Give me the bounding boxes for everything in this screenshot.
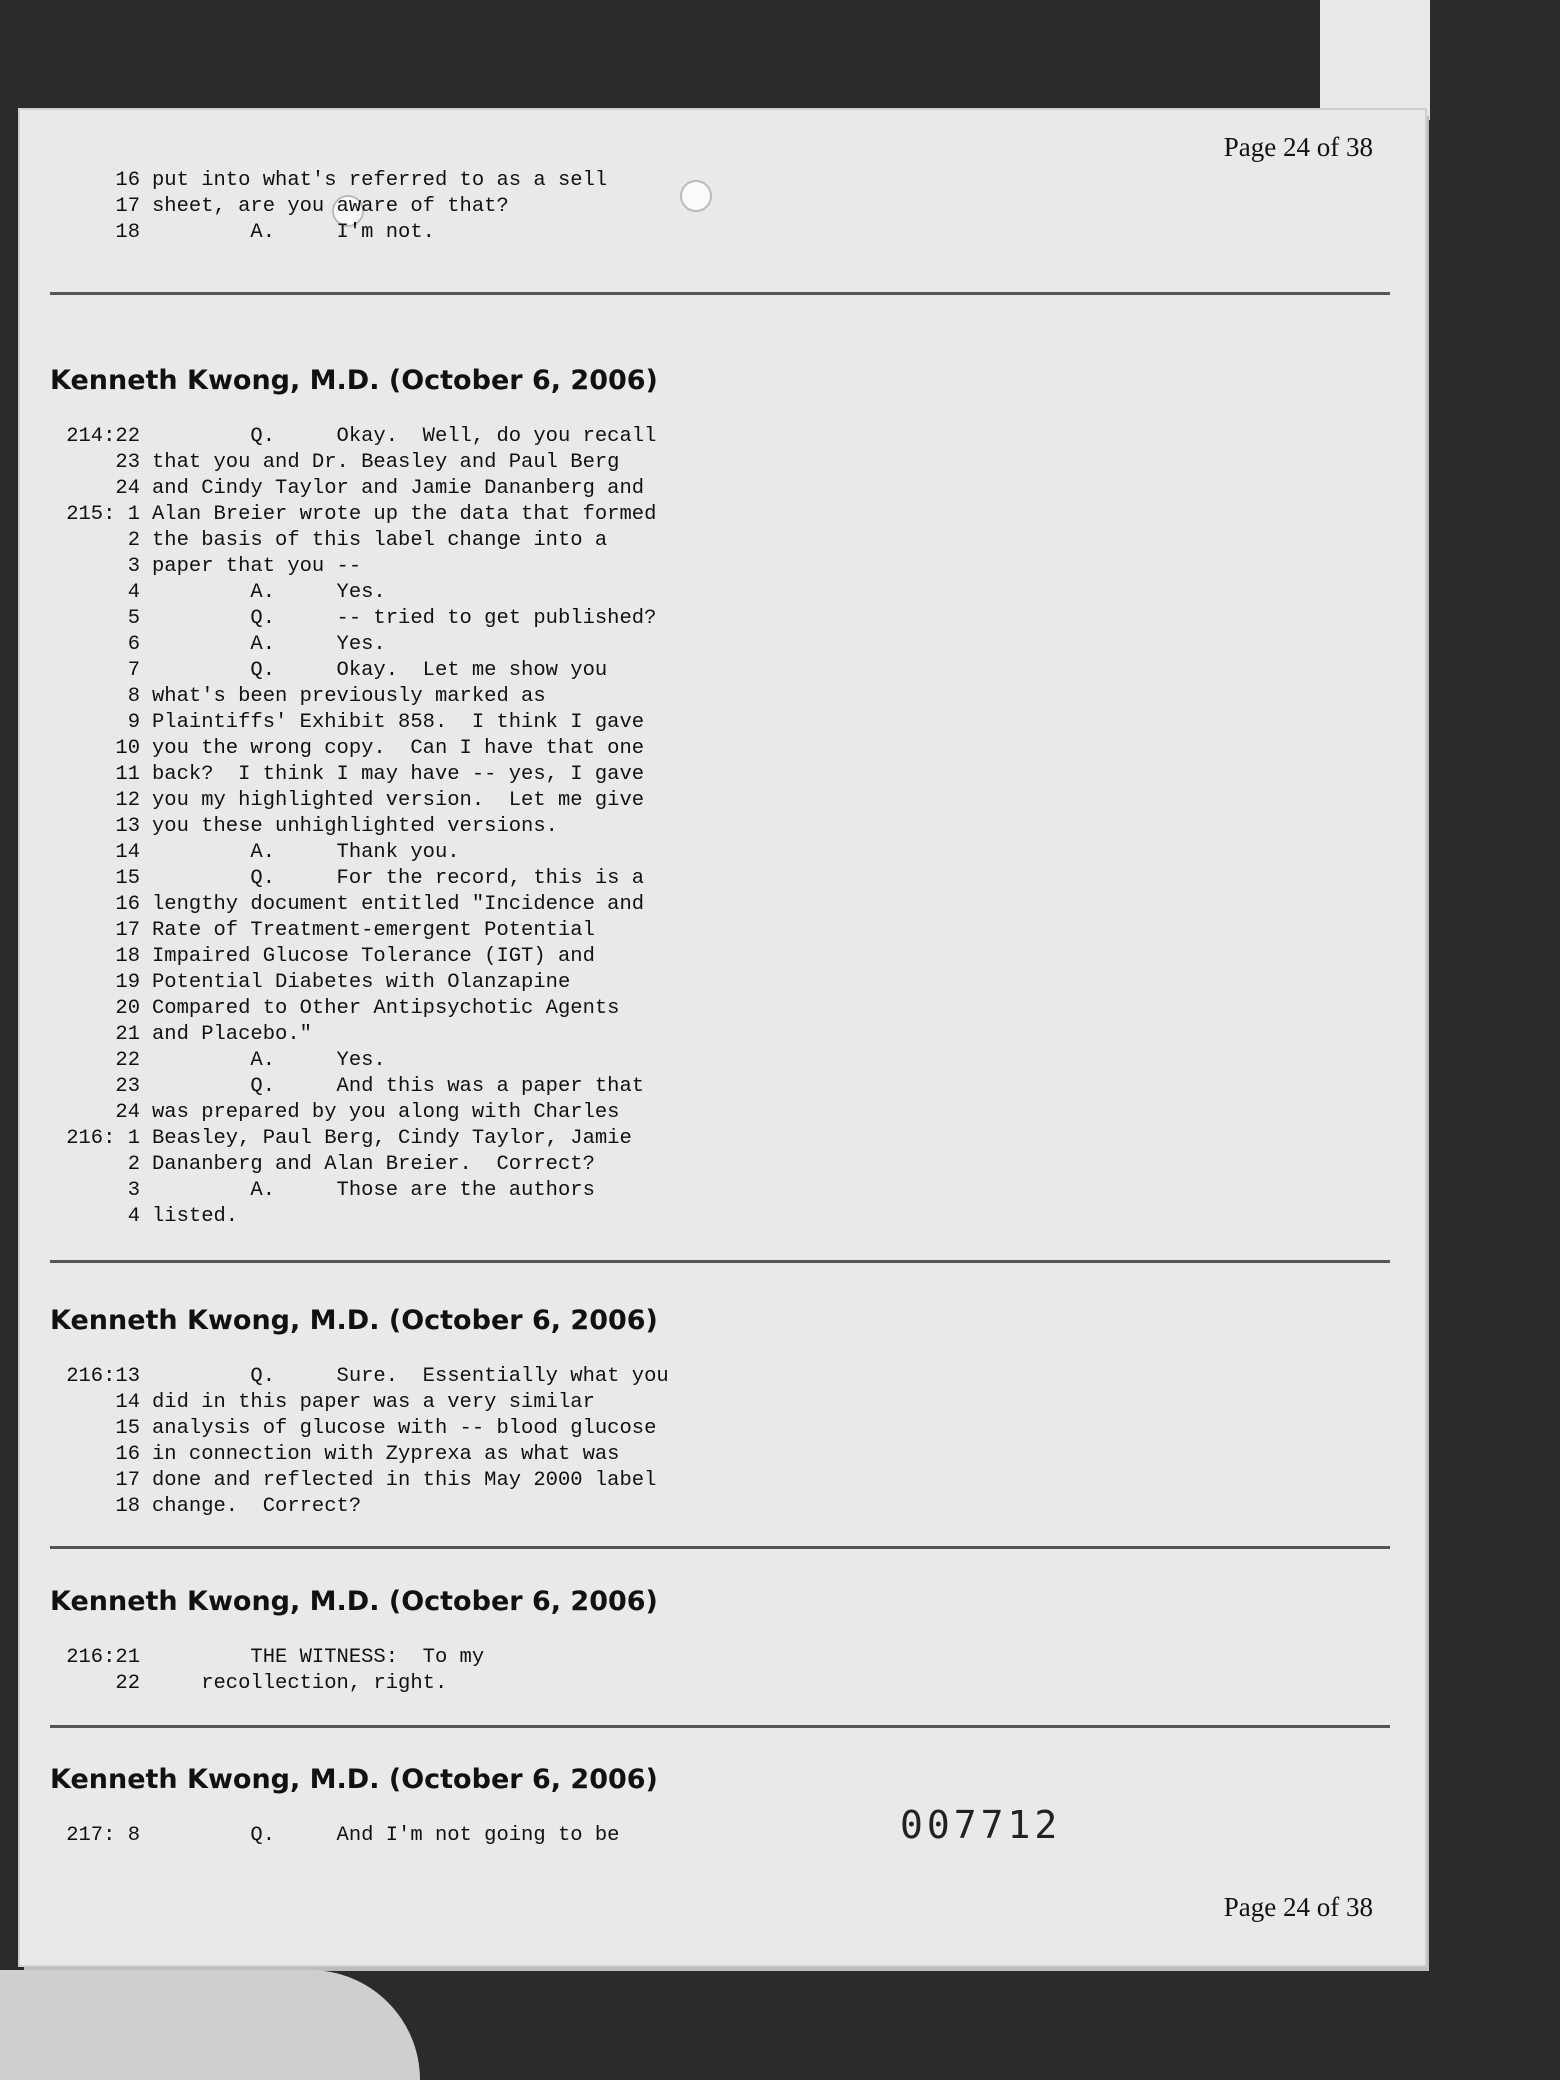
line-number: 22 bbox=[115, 1049, 140, 1072]
background-paper-edge bbox=[1320, 0, 1430, 120]
line-number: 16 bbox=[115, 1443, 140, 1466]
transcript-line bbox=[50, 1468, 1390, 1494]
transcript-line bbox=[50, 892, 1390, 918]
transcript-line bbox=[50, 1823, 1390, 1849]
line-number: 21 bbox=[115, 1023, 140, 1046]
line-text: Compared to Other Antipsychotic Agents bbox=[152, 997, 620, 1020]
transcript-line bbox=[50, 996, 1390, 1022]
line-number: 18 bbox=[115, 221, 140, 244]
transcript-line bbox=[50, 1442, 1390, 1468]
line-number: 216: 1 bbox=[66, 1127, 140, 1150]
line-text: put into what's referred to as a sell bbox=[152, 169, 608, 192]
transcript-page bbox=[20, 110, 1425, 1965]
line-text: A. Those are the authors bbox=[152, 1179, 595, 1202]
line-text: Alan Breier wrote up the data that formed bbox=[152, 503, 657, 526]
transcript-line bbox=[50, 220, 1390, 246]
transcript-line bbox=[50, 580, 1390, 606]
line-text: that you and Dr. Beasley and Paul Berg bbox=[152, 451, 620, 474]
witness-heading: Kenneth Kwong, M.D. (October 6, 2006) bbox=[50, 1764, 658, 1795]
line-text: was prepared by you along with Charles bbox=[152, 1101, 620, 1124]
transcript-line bbox=[50, 788, 1390, 814]
line-number: 6 bbox=[127, 633, 140, 656]
segment-divider bbox=[50, 1260, 1390, 1263]
line-text: back? I think I may have -- yes, I gave bbox=[152, 763, 645, 786]
line-text: the basis of this label change into a bbox=[152, 529, 608, 552]
line-text: and Cindy Taylor and Jamie Dananberg and bbox=[152, 477, 645, 500]
line-text: change. Correct? bbox=[152, 1495, 362, 1518]
foreground-object bbox=[0, 1970, 420, 2080]
line-number: 11 bbox=[115, 763, 140, 786]
transcript-line bbox=[50, 476, 1390, 502]
transcript-line bbox=[50, 1048, 1390, 1074]
line-text: lengthy document entitled "Incidence and bbox=[152, 893, 645, 916]
line-text: Q. Okay. Let me show you bbox=[152, 659, 608, 682]
transcript-line bbox=[50, 1074, 1390, 1100]
transcript-line bbox=[50, 1204, 1390, 1230]
line-number: 22 bbox=[115, 1672, 140, 1695]
transcript-segment bbox=[50, 365, 1390, 1230]
transcript-line bbox=[50, 918, 1390, 944]
segment-divider bbox=[50, 1725, 1390, 1728]
line-text: paper that you -- bbox=[152, 555, 362, 578]
transcript-segment bbox=[50, 1764, 1390, 1849]
line-text: Q. And I'm not going to be bbox=[152, 1824, 620, 1847]
transcript-line bbox=[50, 194, 1390, 220]
transcript-line bbox=[50, 762, 1390, 788]
transcript-line bbox=[50, 1364, 1390, 1390]
segment-divider bbox=[50, 292, 1390, 295]
transcript-line bbox=[50, 1390, 1390, 1416]
line-text: listed. bbox=[152, 1205, 239, 1228]
transcript-line bbox=[50, 168, 1390, 194]
line-text: in connection with Zyprexa as what was bbox=[152, 1443, 620, 1466]
transcript-line bbox=[50, 1022, 1390, 1048]
line-text: THE WITNESS: To my bbox=[152, 1646, 485, 1669]
transcript-line bbox=[50, 1126, 1390, 1152]
line-text: A. I'm not. bbox=[152, 221, 435, 244]
line-text: done and reflected in this May 2000 label bbox=[152, 1469, 657, 1492]
line-number: 13 bbox=[115, 815, 140, 838]
line-text: Beasley, Paul Berg, Cindy Taylor, Jamie bbox=[152, 1127, 632, 1150]
line-number: 16 bbox=[115, 893, 140, 916]
line-number: 5 bbox=[127, 607, 140, 630]
line-number: 3 bbox=[127, 555, 140, 578]
line-text: you these unhighlighted versions. bbox=[152, 815, 558, 838]
transcript-line bbox=[50, 658, 1390, 684]
line-number: 19 bbox=[115, 971, 140, 994]
line-text: A. Thank you. bbox=[152, 841, 460, 864]
bates-number: 007712 bbox=[900, 1803, 1062, 1847]
line-number: 4 bbox=[127, 1205, 140, 1228]
transcript-line bbox=[50, 684, 1390, 710]
line-number: 17 bbox=[115, 1469, 140, 1492]
transcript-line bbox=[50, 632, 1390, 658]
line-number: 18 bbox=[115, 945, 140, 968]
line-number: 24 bbox=[115, 477, 140, 500]
line-number: 12 bbox=[115, 789, 140, 812]
line-number: 214:22 bbox=[66, 425, 140, 448]
transcript-line bbox=[50, 1494, 1390, 1520]
transcript-line bbox=[50, 970, 1390, 996]
line-number: 10 bbox=[115, 737, 140, 760]
line-number: 17 bbox=[115, 919, 140, 942]
transcript-line bbox=[50, 450, 1390, 476]
transcript-line bbox=[50, 424, 1390, 450]
line-number: 20 bbox=[115, 997, 140, 1020]
page-number-footer: Page 24 of 38 bbox=[1223, 1892, 1373, 1922]
line-text: Potential Diabetes with Olanzapine bbox=[152, 971, 571, 994]
line-number: 216:13 bbox=[66, 1365, 140, 1388]
line-text: A. Yes. bbox=[152, 581, 386, 604]
transcript-line bbox=[50, 710, 1390, 736]
line-text: you the wrong copy. Can I have that one bbox=[152, 737, 645, 760]
transcript-segment bbox=[50, 1305, 1390, 1520]
transcript-line bbox=[50, 736, 1390, 762]
line-text: what's been previously marked as bbox=[152, 685, 546, 708]
line-text: Q. Okay. Well, do you recall bbox=[152, 425, 657, 448]
line-number: 17 bbox=[115, 195, 140, 218]
transcript-line bbox=[50, 554, 1390, 580]
transcript-line bbox=[50, 1645, 1390, 1671]
line-number: 215: 1 bbox=[66, 503, 140, 526]
line-text: Dananberg and Alan Breier. Correct? bbox=[152, 1153, 595, 1176]
line-text: A. Yes. bbox=[152, 1049, 386, 1072]
line-text: Rate of Treatment-emergent Potential bbox=[152, 919, 595, 942]
line-number: 15 bbox=[115, 867, 140, 890]
line-number: 2 bbox=[127, 1153, 140, 1176]
line-text: Q. For the record, this is a bbox=[152, 867, 645, 890]
transcript-line bbox=[50, 1100, 1390, 1126]
transcript-line bbox=[50, 866, 1390, 892]
line-number: 18 bbox=[115, 1495, 140, 1518]
transcript-line bbox=[50, 1416, 1390, 1442]
line-number: 23 bbox=[115, 1075, 140, 1098]
line-number: 217: 8 bbox=[66, 1824, 140, 1847]
line-text: did in this paper was a very similar bbox=[152, 1391, 595, 1414]
transcript-line bbox=[50, 528, 1390, 554]
line-text: analysis of glucose with -- blood glucose bbox=[152, 1417, 657, 1440]
transcript-line bbox=[50, 840, 1390, 866]
line-number: 4 bbox=[127, 581, 140, 604]
line-number: 8 bbox=[127, 685, 140, 708]
transcript-segment bbox=[50, 168, 1390, 246]
transcript-segment bbox=[50, 1586, 1390, 1697]
witness-heading: Kenneth Kwong, M.D. (October 6, 2006) bbox=[50, 365, 658, 396]
transcript-line bbox=[50, 606, 1390, 632]
line-number: 16 bbox=[115, 169, 140, 192]
segment-divider bbox=[50, 1546, 1390, 1549]
line-text: Impaired Glucose Tolerance (IGT) and bbox=[152, 945, 595, 968]
line-number: 216:21 bbox=[66, 1646, 140, 1669]
transcript-line bbox=[50, 1152, 1390, 1178]
transcript-line bbox=[50, 944, 1390, 970]
page-number-header: Page 24 of 38 bbox=[1223, 132, 1373, 162]
line-text: Q. And this was a paper that bbox=[152, 1075, 645, 1098]
line-number: 3 bbox=[127, 1179, 140, 1202]
line-number: 15 bbox=[115, 1417, 140, 1440]
line-text: Q. Sure. Essentially what you bbox=[152, 1365, 669, 1388]
transcript-line bbox=[50, 814, 1390, 840]
line-text: Plaintiffs' Exhibit 858. I think I gave bbox=[152, 711, 645, 734]
line-number: 9 bbox=[127, 711, 140, 734]
transcript-line bbox=[50, 502, 1390, 528]
line-text: recollection, right. bbox=[152, 1672, 448, 1695]
line-number: 24 bbox=[115, 1101, 140, 1124]
transcript-line bbox=[50, 1178, 1390, 1204]
line-text: and Placebo." bbox=[152, 1023, 312, 1046]
line-text: you my highlighted version. Let me give bbox=[152, 789, 645, 812]
line-number: 2 bbox=[127, 529, 140, 552]
line-text: A. Yes. bbox=[152, 633, 386, 656]
witness-heading: Kenneth Kwong, M.D. (October 6, 2006) bbox=[50, 1586, 658, 1617]
line-text: sheet, are you aware of that? bbox=[152, 195, 509, 218]
line-text: Q. -- tried to get published? bbox=[152, 607, 657, 630]
line-number: 14 bbox=[115, 1391, 140, 1414]
line-number: 14 bbox=[115, 841, 140, 864]
witness-heading: Kenneth Kwong, M.D. (October 6, 2006) bbox=[50, 1305, 658, 1336]
line-number: 7 bbox=[127, 659, 140, 682]
line-number: 23 bbox=[115, 451, 140, 474]
transcript-line bbox=[50, 1671, 1390, 1697]
